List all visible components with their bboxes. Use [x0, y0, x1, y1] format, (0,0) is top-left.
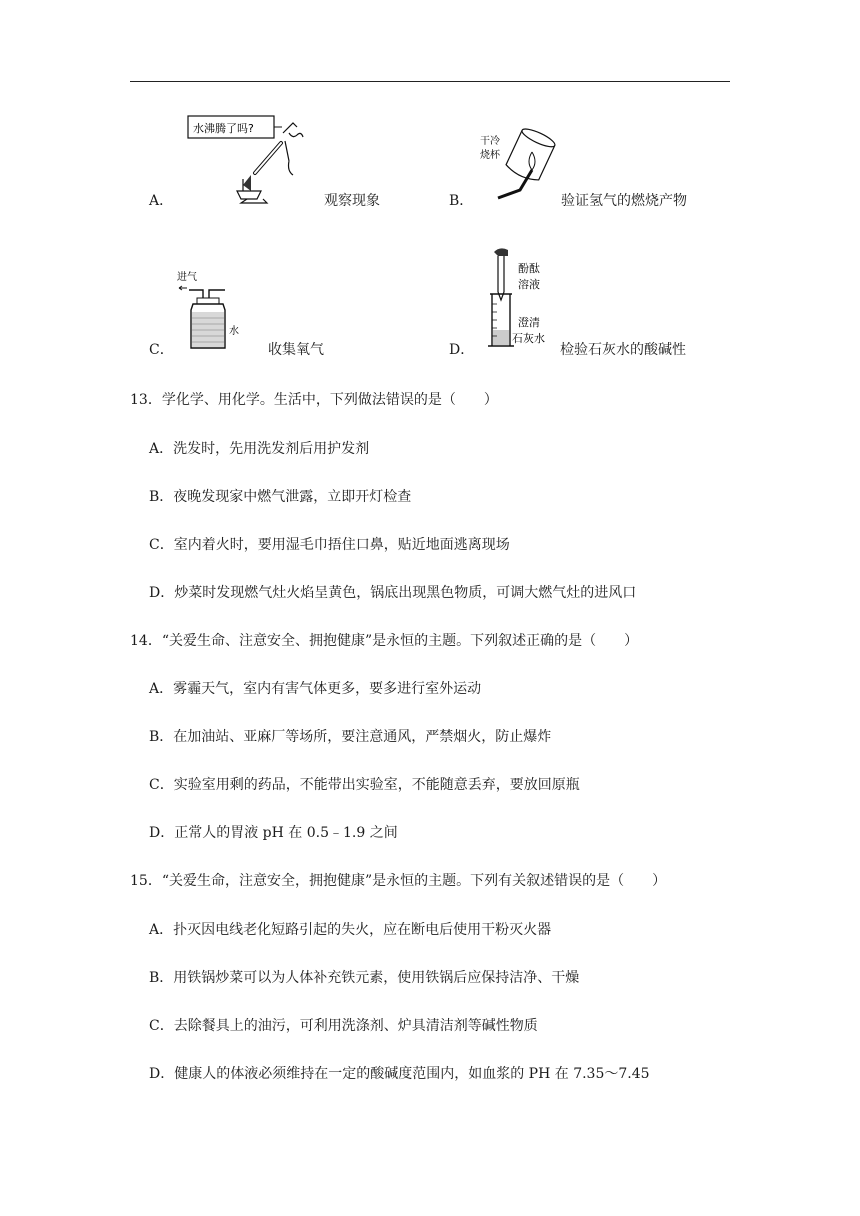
option-b-letter: B． [449, 193, 474, 209]
figure-a-text: 水沸腾了吗? [193, 122, 254, 135]
option-c-letter: C． [149, 342, 174, 358]
question-13-option-d: D．炒菜时发现燃气灶火焰呈黄色，锅底出现黑色物质，可调大燃气灶的进风口 [149, 585, 637, 601]
question-15-stem: 15．“关爱生命，注意安全，拥抱健康”是永恒的主题。下列有关叙述错误的是（ ） [130, 873, 667, 889]
question-14-option-c: C．实验室用剩的药品，不能带出实验室，不能随意丢弃，要放回原瓶 [149, 777, 580, 793]
question-14-option-d: D．正常人的胃液 pH 在 0.5﹣1.9 之间 [149, 825, 398, 841]
question-15-option-d: D．健康人的体液必须维持在一定的酸碱度范围内，如血浆的 PH 在 7.35～7.45 [149, 1066, 650, 1082]
beaker-flame-icon [480, 128, 558, 208]
question-13-option-c: C．室内着火时，要用湿毛巾捂住口鼻，贴近地面逃离现场 [149, 537, 510, 553]
figure-c-text-1: 进气 [177, 272, 197, 283]
dropper-cylinder-icon [486, 246, 558, 354]
option-a-caption: 观察现象 [324, 193, 380, 209]
question-14-stem: 14．“关爱生命、注意安全、拥抱健康”是永恒的主题。下列叙述正确的是（ ） [130, 633, 639, 649]
heating-test-tube-icon [185, 113, 315, 206]
question-15-option-c: C．去除餐具上的油污，可利用洗涤剂、炉具清洁剂等碱性物质 [149, 1018, 538, 1034]
option-d-caption: 检验石灰水的酸碱性 [560, 342, 686, 358]
gas-bottle-icon [175, 268, 247, 352]
option-b-caption: 验证氢气的燃烧产物 [561, 193, 687, 209]
figure-b-text-1: 干冷 [480, 136, 500, 147]
question-13-stem: 13．学化学、用化学。生活中，下列做法错误的是（ ） [130, 392, 498, 408]
option-a-letter: A． [149, 193, 174, 209]
question-14-option-b: B．在加油站、亚麻厂等场所，要注意通风，严禁烟火，防止爆炸 [149, 729, 552, 745]
question-13-option-b: B．夜晚发现家中燃气泄露，立即开灯检查 [149, 489, 412, 505]
figure-d-text-2: 溶液 [518, 278, 540, 291]
question-15-option-a: A．扑灭因电线老化短路引起的失火，应在断电后使用干粉灭火器 [149, 922, 552, 938]
figure-c-text-2: 水 [229, 326, 239, 337]
question-15-option-b: B．用铁锅炒菜可以为人体补充铁元素，使用铁锅后应保持洁净、干燥 [149, 970, 580, 986]
question-13-option-a: A．洗发时，先用洗发剂后用护发剂 [149, 441, 370, 457]
figure-d-text-3: 澄清 [518, 316, 540, 329]
figure-d-text-1: 酚酞 [518, 262, 540, 275]
option-d-letter: D． [449, 342, 475, 358]
option-c-caption: 收集氧气 [268, 342, 324, 358]
figure-d-text-4: 石灰水 [512, 332, 545, 345]
header-rule [130, 81, 730, 82]
question-14-option-a: A．雾霾天气，室内有害气体更多，要多进行室外运动 [149, 681, 482, 697]
figure-b-text-2: 烧杯 [480, 150, 500, 161]
